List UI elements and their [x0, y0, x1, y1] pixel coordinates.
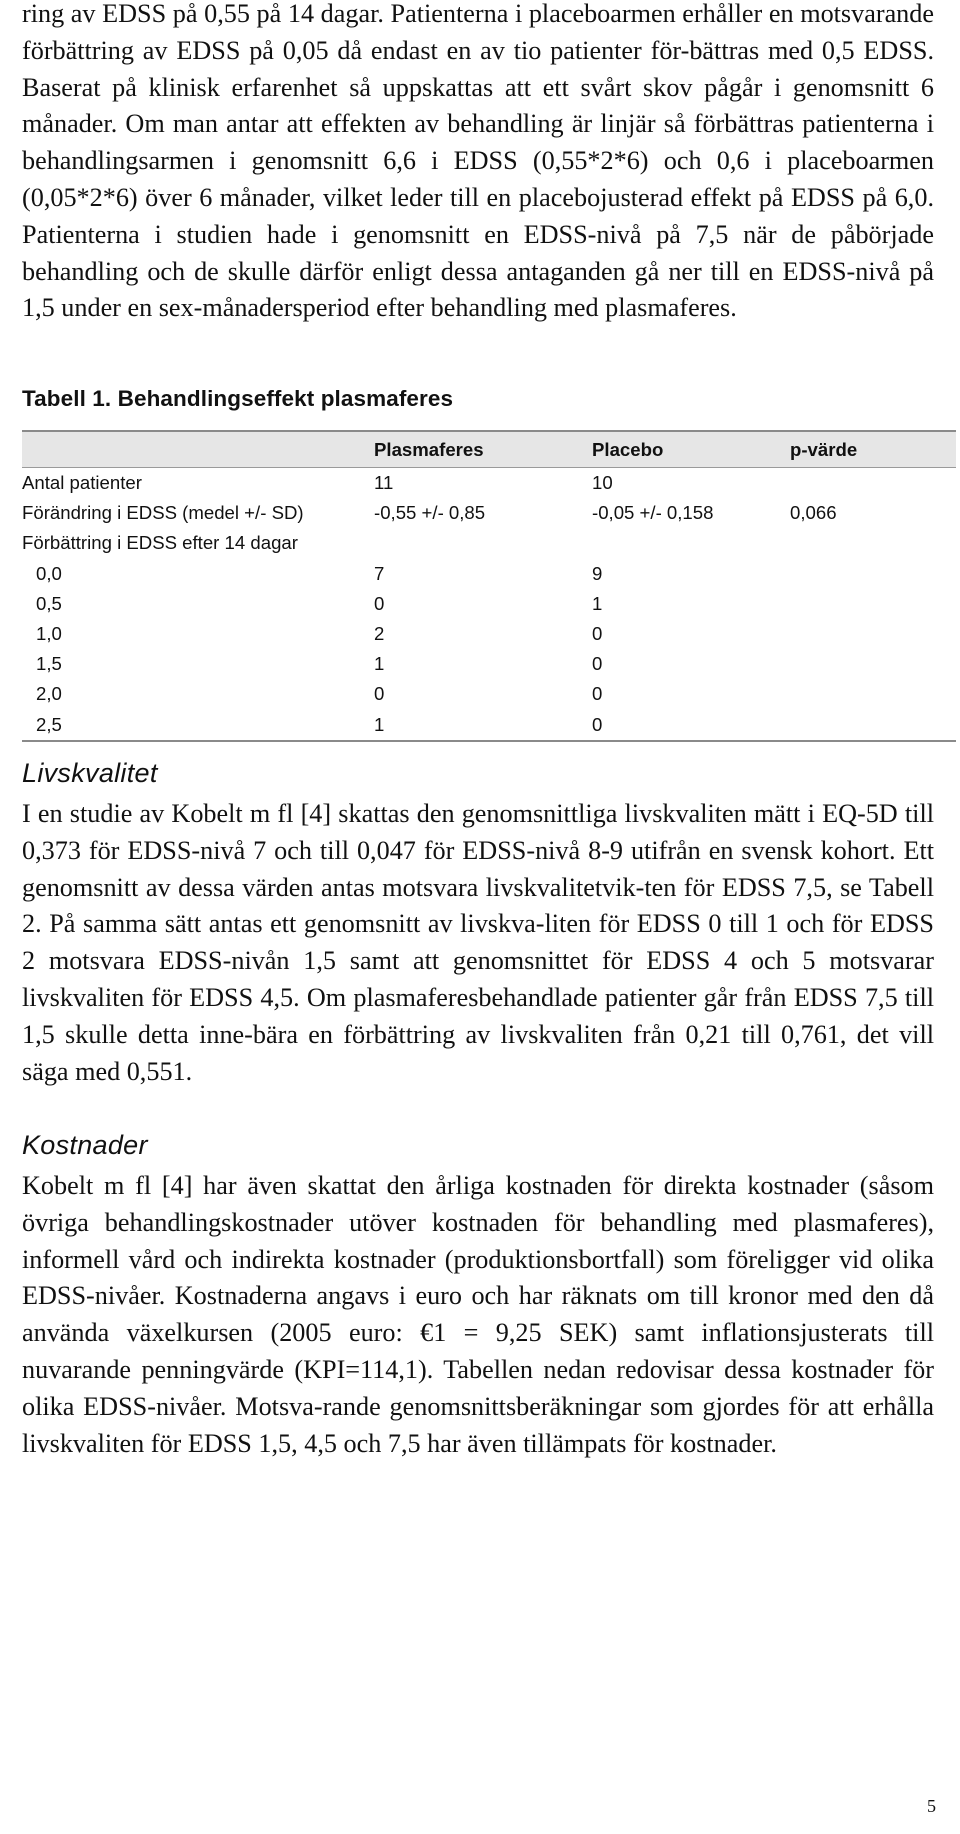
table-cell: 2,5: [22, 710, 374, 741]
table-row: [22, 468, 956, 499]
table-cell: [374, 528, 592, 558]
table-cell: 0,0: [36, 562, 62, 584]
table-row: [22, 498, 956, 528]
table-cell: 0,5: [36, 592, 62, 614]
table-header-cell: p-värde: [790, 431, 956, 468]
table-cell: 0: [374, 592, 385, 614]
body-paragraph-livskvalitet: I en studie av Kobelt m fl [4] skattas den genomsnittliga livskvaliten mätt i EQ-5D till 0,373 för EDSS-nivå 7 och till 0,047 för EDSS-nivå 8-9 utifrån en svensk kohort. Ett genomsnitt av dessa värden antas motsvara livskvalitetvik-ten för EDSS 7,5, se Tabell 2. På samma sätt antas ett genomsnitt av livskva-liten för EDSS 0 till 1 och för EDSS 2 motsvara EDSS-nivån 1,5 samt att genomsnittet för EDSS 4 och 5 motsvarar livskvaliten för EDSS 4,5. Om plasmaferesbehandlade patienter går från EDSS 7,5 till 1,5 skulle detta inne-bära en förbättring av livskvaliten från 0,21 till 0,761, det vill säga med 0,551.: [22, 799, 934, 1086]
page-number: 5: [927, 1796, 936, 1816]
table-row: [22, 619, 956, 649]
table-cell: 2,0: [36, 683, 62, 705]
table-row: [22, 589, 956, 619]
table-cell: [592, 528, 790, 558]
table-cell: [790, 679, 956, 709]
treatment-effect-table: [22, 430, 956, 742]
table-cell: 9: [592, 562, 603, 584]
table-row: [22, 528, 956, 558]
section-heading-livskvalitet: Livskvalitet: [22, 758, 158, 788]
table-header-cell: Plasmaferes: [374, 431, 592, 468]
table-header-row: [22, 431, 956, 468]
table-cell: 1: [592, 592, 603, 614]
table-cell: 0,066: [790, 502, 837, 524]
table-cell: [790, 528, 956, 558]
table-cell: 0: [592, 683, 603, 705]
table-cell: Förbättring i EDSS efter 14 dagar: [22, 532, 298, 554]
table-header-cell: [22, 431, 374, 468]
body-paragraph-effect: ring av EDSS på 0,55 på 14 dagar. Patienterna i placeboarmen erhåller en motsvarande förbättring av EDSS på 0,05 då endast en av tio patienter för-bättras med 0,5 EDSS. Baserat på klinisk erfarenhet så uppskattas att ett svårt skov pågår i genomsnitt 6 månader. Om man antar att effekten av behandling är linjär så förbättras patienterna i behandlingsarmen i genomsnitt 6,6 i EDSS (0,55*2*6) och 0,6 i placeboarmen (0,05*2*6) över 6 månader, vilket leder till en placebojusterad effekt på EDSS på 6,0. Patienterna i studien hade i genomsnitt en EDSS-nivå på 7,5 när de påbörjade behandling och de skulle därför enligt dessa antaganden gå ner till en EDSS-nivå på 1,5 under en sex-månadersperiod efter behandling med plasmaferes.: [22, 0, 934, 323]
table-cell: 1: [374, 710, 592, 741]
table-cell: [790, 468, 956, 499]
body-paragraph-kostnader: Kobelt m fl [4] har även skattat den årliga kostnaden för direkta kostnader (såsom övriga behandlingskostnader utöver kostnaden för behandling med plasmaferes), informell vård och indirekta kostnader (produktionsbortfall) som föreligger vid olika EDSS-nivåer. Kostnaderna angavs i euro och har räknats om till kronor med den då använda växelkursen (2005 euro: €1 = 9,25 SEK) samt inflationsjusterats till nuvarande penningvärde (KPI=114,1). Tabellen nedan redovisar dessa kostnader för olika EDSS-nivåer. Motsva-rande genomsnittsberäkningar som gjordes för att erhålla livskvaliten för EDSS 1,5, 4,5 och 7,5 har även tillämpats för kostnader.: [22, 1171, 934, 1458]
table-cell: 2: [374, 623, 385, 645]
table-cell: 11: [374, 472, 394, 494]
table-cell: 0: [592, 653, 603, 675]
table-row: [22, 649, 956, 679]
table-cell: 10: [592, 472, 613, 494]
table-cell: Förändring i EDSS (medel +/- SD): [22, 502, 304, 524]
table-cell: [790, 710, 956, 741]
table-cell: 7: [374, 562, 385, 584]
table-cell: -0,05 +/- 0,158: [592, 502, 714, 524]
table-row: [22, 679, 956, 709]
table-cell: [790, 559, 956, 589]
table-cell: [790, 589, 956, 619]
table-cell: 1,0: [36, 623, 62, 645]
table-cell: 0: [592, 623, 603, 645]
table-cell: Antal patienter: [22, 472, 142, 494]
table-row: [22, 559, 956, 589]
table-cell: [790, 649, 956, 679]
table-cell: 1: [374, 653, 385, 675]
table-cell: [790, 619, 956, 649]
table-title: Tabell 1. Behandlingseffekt plasmaferes: [22, 386, 454, 411]
table-header-cell: Placebo: [592, 431, 790, 468]
table-cell: 0: [592, 710, 790, 741]
section-heading-kostnader: Kostnader: [22, 1130, 148, 1160]
table-cell: 0: [374, 683, 385, 705]
table-row: [22, 710, 956, 741]
table-cell: -0,55 +/- 0,85: [374, 502, 486, 524]
table-cell: 1,5: [36, 653, 62, 675]
